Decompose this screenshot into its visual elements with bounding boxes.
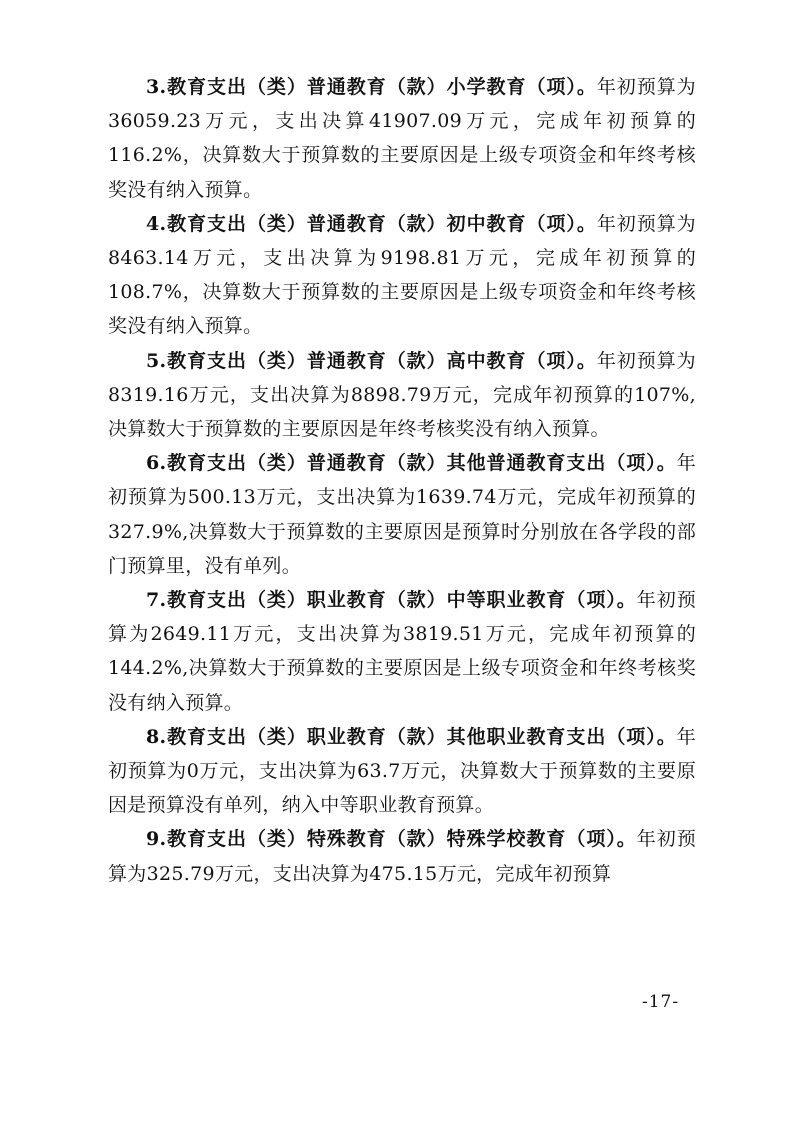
paragraph-text: 年初预算为8319.16万元，支出决算为8898.79万元，完成年初预算的107%,决算数大于预算数的主要原因是年终考核奖没有纳入预算。 [108, 349, 696, 441]
paragraph-text: 年初预算为36059.23万元，支出决算41907.09万元，完成年初预算的116.2%，决算数大于预算数的主要原因是上级专项资金和年终考核奖没有纳入预算。 [108, 76, 696, 201]
paragraph-heading: 3.教育支出（类）普通教育（款）小学教育（项）。 [146, 76, 597, 98]
page-number: -17- [642, 992, 680, 1012]
paragraph-special-school-education [108, 822, 696, 890]
document-body [108, 70, 696, 891]
paragraph-junior-high-education [108, 207, 696, 344]
paragraph-text: 年初预算为2649.11万元，支出决算为3819.51万元，完成年初预算的144.2%,决算数大于预算数的主要原因是上级专项资金和年终考核奖没有纳入预算。 [108, 589, 696, 714]
paragraph-primary-education [108, 70, 696, 207]
paragraph-heading: 4.教育支出（类）普通教育（款）初中教育（项）。 [146, 212, 597, 235]
paragraph-other-general-education [108, 446, 696, 583]
paragraph-text: 年初预算为0万元，支出决算为63.7万元，决算数大于预算数的主要原因是预算没有单列，纳入中等职业教育预算。 [108, 725, 696, 817]
paragraph-secondary-vocational-education [108, 583, 696, 720]
paragraph-heading: 8.教育支出（类）职业教育（款）其他职业教育支出（项）。 [146, 725, 677, 748]
paragraph-text: 年初预算为500.13万元，支出决算为1639.74万元，完成年初预算的327.9%,决算数大于预算数的主要原因是预算时分别放在各学段的部门预算里，没有单列。 [108, 452, 696, 577]
paragraph-heading: 7.教育支出（类）职业教育（款）中等职业教育（项）。 [146, 589, 637, 612]
paragraph-other-vocational-education [108, 720, 696, 823]
paragraph-text: 年初预算为325.79万元，支出决算为475.15万元，完成年初预算 [108, 828, 696, 885]
paragraph-senior-high-education [108, 344, 696, 447]
paragraph-heading: 6.教育支出（类）普通教育（款）其他普通教育支出（项）。 [146, 452, 677, 475]
paragraph-heading: 9.教育支出（类）特殊教育（款）特殊学校教育（项）。 [146, 828, 637, 851]
paragraph-text: 年初预算为8463.14万元，支出决算为9198.81万元，完成年初预算的108.7%，决算数大于预算数的主要原因是上级专项资金和年终考核奖没有纳入预算。 [108, 212, 696, 338]
paragraph-heading: 5.教育支出（类）普通教育（款）高中教育（项）。 [146, 349, 597, 372]
